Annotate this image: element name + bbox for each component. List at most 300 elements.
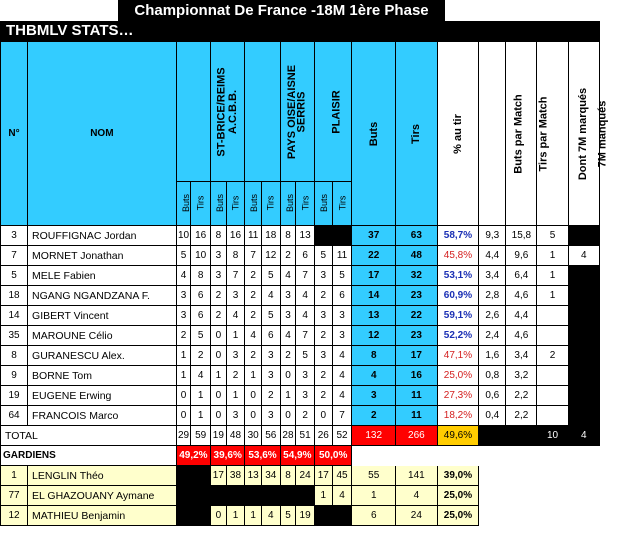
game-tirs: 3 xyxy=(296,386,315,406)
player-7m-marques: 1 xyxy=(537,246,568,266)
keeper-empty xyxy=(479,466,506,486)
keeper-game-arrets xyxy=(245,486,262,506)
player-tirs-per-match: 2,2 xyxy=(506,406,537,426)
game-buts: 2 xyxy=(211,306,227,326)
player-number: 35 xyxy=(1,326,28,346)
keeper-game-arrets xyxy=(211,486,227,506)
game-buts: 0 xyxy=(280,406,296,426)
table-row xyxy=(1,326,600,346)
game-tirs: 3 xyxy=(332,306,352,326)
keeper-game-tirs: 34 xyxy=(261,466,280,486)
total-7m-marques: 10 xyxy=(537,426,568,446)
game-tirs: 1 xyxy=(226,326,245,346)
game-tirs: 16 xyxy=(226,226,245,246)
keeper-arrets: 6 xyxy=(352,506,396,526)
player-tirs: 23 xyxy=(396,326,438,346)
game-buts: 2 xyxy=(176,326,191,346)
player-name: MELE Fabien xyxy=(28,266,177,286)
keeper-game-tirs xyxy=(296,486,315,506)
game-tirs: 4 xyxy=(332,386,352,406)
total-label: TOTAL xyxy=(1,426,177,446)
player-buts-per-match: 3,4 xyxy=(479,266,506,286)
player-pct: 45,8% xyxy=(437,246,479,266)
player-buts-per-match: 2,8 xyxy=(479,286,506,306)
game-buts: 1 xyxy=(211,366,227,386)
player-7m-marques: 1 xyxy=(537,286,568,306)
game-buts: 3 xyxy=(314,266,332,286)
keeper-game-tirs xyxy=(332,506,352,526)
game-buts: 2 xyxy=(211,286,227,306)
subheader-tirs: Tirs xyxy=(226,182,245,226)
game-tirs: 5 xyxy=(296,346,315,366)
player-name: EUGENE Erwing xyxy=(28,386,177,406)
total-game-tirs: 51 xyxy=(296,426,315,446)
game-tirs: 1 xyxy=(226,386,245,406)
player-name: GIBERT Vincent xyxy=(28,306,177,326)
game-buts: 2 xyxy=(314,366,332,386)
game-tirs: 4 xyxy=(296,306,315,326)
keeper-tirs: 141 xyxy=(396,466,438,486)
keeper-tirs: 24 xyxy=(396,506,438,526)
game-buts: 0 xyxy=(211,346,227,366)
gardiens-empty xyxy=(437,446,479,466)
player-name: BORNE Tom xyxy=(28,366,177,386)
subheader-tirs: Tirs xyxy=(296,182,315,226)
game-tirs: 3 xyxy=(332,326,352,346)
game-buts: 2 xyxy=(245,266,262,286)
game-buts: 4 xyxy=(245,326,262,346)
game-tirs: 4 xyxy=(226,306,245,326)
keeper-number: 1 xyxy=(1,466,28,486)
game-tirs: 18 xyxy=(261,226,280,246)
keeper-name: EL GHAZOUANY Aymane xyxy=(28,486,177,506)
total-game-buts: 29 xyxy=(176,426,191,446)
game-buts: 1 xyxy=(176,366,191,386)
game-buts: 8 xyxy=(280,226,296,246)
game-tirs: 4 xyxy=(296,286,315,306)
keeper-empty xyxy=(537,466,568,486)
player-7m-manques xyxy=(568,286,599,306)
game-tirs: 11 xyxy=(332,246,352,266)
keeper-arrets: 1 xyxy=(352,486,396,506)
keeper-empty xyxy=(568,486,599,506)
player-tirs-per-match: 2,2 xyxy=(506,386,537,406)
game-tirs: 13 xyxy=(296,226,315,246)
total-buts: 132 xyxy=(352,426,396,446)
gardiens-game-pct: 54,9% xyxy=(280,446,314,466)
player-tirs-per-match: 15,8 xyxy=(506,226,537,246)
page-title: Championnat De France -18M 1ère Phase xyxy=(118,0,445,21)
subheader-buts: Buts xyxy=(245,182,262,226)
player-buts: 4 xyxy=(352,366,396,386)
total-7m-manques: 4 xyxy=(568,426,599,446)
title-spacer xyxy=(0,0,118,21)
player-7m-marques: 5 xyxy=(537,226,568,246)
keeper-pct: 25,0% xyxy=(437,506,479,526)
game-buts: 2 xyxy=(280,346,296,366)
game-buts: 4 xyxy=(280,326,296,346)
player-pct: 60,9% xyxy=(437,286,479,306)
player-name: NGANG NGANDZANA F. xyxy=(28,286,177,306)
player-number: 8 xyxy=(1,346,28,366)
keeper-pct: 39,0% xyxy=(437,466,479,486)
game-tirs: 2 xyxy=(226,366,245,386)
keeper-game-arrets: 1 xyxy=(314,486,332,506)
game-tirs: 6 xyxy=(261,326,280,346)
player-tirs: 17 xyxy=(396,346,438,366)
player-buts: 17 xyxy=(352,266,396,286)
player-pct: 53,1% xyxy=(437,266,479,286)
player-7m-manques: 4 xyxy=(568,246,599,266)
game-tirs: 16 xyxy=(191,226,211,246)
game-buts: 10 xyxy=(176,226,191,246)
keeper-game-arrets: 17 xyxy=(211,466,227,486)
gardiens-game-pct: 50,0% xyxy=(314,446,351,466)
game-buts: 1 xyxy=(176,346,191,366)
subheader-tirs: Tirs xyxy=(191,182,211,226)
keeper-game-tirs: 4 xyxy=(261,506,280,526)
game-buts: 0 xyxy=(245,406,262,426)
header-team-5: PLAISIR xyxy=(314,42,351,182)
gardiens-empty xyxy=(506,446,537,466)
player-7m-marques xyxy=(537,306,568,326)
header-tirs: Tirs xyxy=(396,42,438,226)
keeper-game-arrets xyxy=(176,506,191,526)
table-row xyxy=(1,386,600,406)
table-row xyxy=(1,226,600,246)
header-name: NOM xyxy=(28,42,177,226)
player-tirs-per-match: 4,4 xyxy=(506,306,537,326)
player-buts-per-match: 2,6 xyxy=(479,306,506,326)
player-buts: 8 xyxy=(352,346,396,366)
title-bar xyxy=(0,0,600,21)
keeper-game-arrets: 0 xyxy=(211,506,227,526)
total-empty xyxy=(479,426,506,446)
header-buts: Buts xyxy=(352,42,396,226)
game-tirs: 6 xyxy=(191,286,211,306)
keeper-empty xyxy=(537,506,568,526)
gardiens-game-pct: 49,2% xyxy=(176,446,210,466)
game-buts: 2 xyxy=(280,246,296,266)
player-buts: 14 xyxy=(352,286,396,306)
game-buts: 5 xyxy=(176,246,191,266)
keeper-number: 77 xyxy=(1,486,28,506)
keeper-row xyxy=(1,506,600,526)
total-game-tirs: 59 xyxy=(191,426,211,446)
gardiens-row xyxy=(1,446,600,466)
header-team-2: A.C.B.B. xyxy=(211,42,245,182)
keeper-empty xyxy=(506,486,537,506)
game-buts: 1 xyxy=(280,386,296,406)
player-buts-per-match: 4,4 xyxy=(479,246,506,266)
subheader-buts: Buts xyxy=(211,182,227,226)
player-number: 64 xyxy=(1,406,28,426)
keeper-empty xyxy=(568,466,599,486)
game-buts: 3 xyxy=(176,286,191,306)
player-buts: 2 xyxy=(352,406,396,426)
subheader-buts: Buts xyxy=(280,182,296,226)
game-buts: 0 xyxy=(211,326,227,346)
game-buts: 3 xyxy=(280,306,296,326)
game-buts: 2 xyxy=(314,326,332,346)
stats-table xyxy=(0,41,608,526)
player-pct: 18,2% xyxy=(437,406,479,426)
keeper-game-arrets: 5 xyxy=(280,506,296,526)
keeper-game-tirs: 19 xyxy=(296,506,315,526)
keeper-game-tirs xyxy=(226,486,245,506)
player-tirs: 23 xyxy=(396,286,438,306)
keeper-game-tirs: 24 xyxy=(296,466,315,486)
table-row xyxy=(1,306,600,326)
player-number: 5 xyxy=(1,266,28,286)
keeper-game-tirs xyxy=(261,486,280,506)
player-buts: 12 xyxy=(352,326,396,346)
game-buts: 3 xyxy=(314,346,332,366)
player-name: GURANESCU Alex. xyxy=(28,346,177,366)
game-buts: 2 xyxy=(245,306,262,326)
game-tirs: 8 xyxy=(191,266,211,286)
player-pct: 47,1% xyxy=(437,346,479,366)
subheader-tirs: Tirs xyxy=(332,182,352,226)
game-buts: 11 xyxy=(245,226,262,246)
game-buts: 0 xyxy=(176,406,191,426)
total-game-tirs: 48 xyxy=(226,426,245,446)
keeper-arrets: 55 xyxy=(352,466,396,486)
game-buts: 2 xyxy=(314,386,332,406)
player-buts-per-match: 0,6 xyxy=(479,386,506,406)
player-number: 19 xyxy=(1,386,28,406)
game-tirs: 5 xyxy=(261,266,280,286)
player-tirs: 11 xyxy=(396,386,438,406)
player-tirs-per-match: 6,4 xyxy=(506,266,537,286)
game-buts: 2 xyxy=(314,286,332,306)
player-7m-manques xyxy=(568,406,599,426)
player-tirs: 32 xyxy=(396,266,438,286)
player-7m-manques xyxy=(568,346,599,366)
keeper-name: MATHIEU Benjamin xyxy=(28,506,177,526)
table-row xyxy=(1,346,600,366)
player-buts-per-match: 1,6 xyxy=(479,346,506,366)
game-tirs: 12 xyxy=(261,246,280,266)
keeper-row xyxy=(1,486,600,506)
game-tirs: 3 xyxy=(296,366,315,386)
game-tirs: 1 xyxy=(191,386,211,406)
game-buts: 0 xyxy=(211,386,227,406)
keeper-game-arrets: 8 xyxy=(280,466,296,486)
game-tirs: 2 xyxy=(261,386,280,406)
player-number: 14 xyxy=(1,306,28,326)
player-tirs: 16 xyxy=(396,366,438,386)
subheader-buts: Buts xyxy=(176,182,191,226)
player-buts-per-match: 2,4 xyxy=(479,326,506,346)
game-tirs: 4 xyxy=(332,366,352,386)
gardiens-empty xyxy=(568,446,599,466)
table-row xyxy=(1,266,600,286)
gardiens-empty xyxy=(479,446,506,466)
keeper-game-arrets: 13 xyxy=(245,466,262,486)
player-buts-per-match: 9,3 xyxy=(479,226,506,246)
total-game-buts: 19 xyxy=(211,426,227,446)
keeper-game-arrets xyxy=(176,486,191,506)
game-tirs: 7 xyxy=(296,266,315,286)
player-tirs-per-match: 4,6 xyxy=(506,326,537,346)
total-game-buts: 26 xyxy=(314,426,332,446)
keeper-game-arrets xyxy=(280,486,296,506)
player-tirs-per-match: 3,2 xyxy=(506,366,537,386)
game-tirs: 3 xyxy=(261,366,280,386)
player-name: ROUFFIGNAC Jordan xyxy=(28,226,177,246)
game-tirs: 4 xyxy=(261,286,280,306)
gardiens-game-pct: 53,6% xyxy=(245,446,280,466)
game-tirs: 1 xyxy=(191,406,211,426)
gardiens-empty xyxy=(537,446,568,466)
game-tirs: 3 xyxy=(226,286,245,306)
game-buts: 5 xyxy=(314,246,332,266)
game-tirs: 8 xyxy=(226,246,245,266)
player-pct: 52,2% xyxy=(437,326,479,346)
game-tirs: 7 xyxy=(296,326,315,346)
table-row xyxy=(1,366,600,386)
keeper-empty xyxy=(537,486,568,506)
player-buts: 13 xyxy=(352,306,396,326)
game-tirs: 3 xyxy=(261,346,280,366)
keeper-game-tirs xyxy=(191,506,211,526)
player-7m-manques xyxy=(568,386,599,406)
gardiens-game-pct: 39,6% xyxy=(211,446,245,466)
keeper-game-tirs: 1 xyxy=(226,506,245,526)
player-buts: 22 xyxy=(352,246,396,266)
player-7m-marques xyxy=(537,366,568,386)
gardiens-empty xyxy=(352,446,396,466)
keeper-empty xyxy=(479,506,506,526)
keeper-empty xyxy=(479,486,506,506)
player-7m-marques xyxy=(537,386,568,406)
game-buts: 0 xyxy=(245,386,262,406)
keeper-game-arrets xyxy=(314,506,332,526)
game-tirs: 6 xyxy=(332,286,352,306)
subheader-buts: Buts xyxy=(314,182,332,226)
keeper-number: 12 xyxy=(1,506,28,526)
total-pct: 49,6% xyxy=(437,426,479,446)
game-tirs: 5 xyxy=(261,306,280,326)
total-empty xyxy=(506,426,537,446)
game-buts: 3 xyxy=(280,286,296,306)
player-tirs: 48 xyxy=(396,246,438,266)
header-7m-marques: Dont 7M marqués xyxy=(537,42,568,226)
player-tirs-per-match: 4,6 xyxy=(506,286,537,306)
player-number: 3 xyxy=(1,226,28,246)
player-7m-manques xyxy=(568,326,599,346)
player-tirs: 22 xyxy=(396,306,438,326)
player-buts-per-match: 0,8 xyxy=(479,366,506,386)
player-7m-marques: 1 xyxy=(537,266,568,286)
player-7m-manques xyxy=(568,306,599,326)
keeper-game-tirs: 4 xyxy=(332,486,352,506)
player-7m-manques xyxy=(568,266,599,286)
keeper-empty xyxy=(506,466,537,486)
game-buts: 2 xyxy=(245,286,262,306)
player-number: 7 xyxy=(1,246,28,266)
keeper-empty xyxy=(506,506,537,526)
game-buts: 3 xyxy=(211,246,227,266)
player-name: MORNET Jonathan xyxy=(28,246,177,266)
player-number: 9 xyxy=(1,366,28,386)
player-pct: 59,1% xyxy=(437,306,479,326)
keeper-empty xyxy=(568,506,599,526)
player-7m-marques xyxy=(537,326,568,346)
header-number: N° xyxy=(1,42,28,226)
game-tirs: 3 xyxy=(261,406,280,426)
game-tirs: 4 xyxy=(332,346,352,366)
keeper-game-tirs: 38 xyxy=(226,466,245,486)
page-subtitle: THBMLV STATS… xyxy=(0,21,600,41)
keeper-game-tirs: 45 xyxy=(332,466,352,486)
header-team-3: PAYS OISE/AISNE xyxy=(245,42,280,182)
game-buts: 4 xyxy=(280,266,296,286)
keeper-game-tirs xyxy=(191,486,211,506)
header-tirs-match: Tirs par Match xyxy=(506,42,537,226)
game-buts: 0 xyxy=(211,406,227,426)
player-7m-marques xyxy=(537,406,568,426)
game-tirs: 7 xyxy=(226,266,245,286)
game-tirs: 10 xyxy=(191,246,211,266)
player-pct: 25,0% xyxy=(437,366,479,386)
total-game-tirs: 52 xyxy=(332,426,352,446)
game-buts: 8 xyxy=(211,226,227,246)
keeper-row xyxy=(1,466,600,486)
total-row xyxy=(1,426,600,446)
total-game-buts: 30 xyxy=(245,426,262,446)
game-buts: 3 xyxy=(211,266,227,286)
player-buts: 3 xyxy=(352,386,396,406)
player-tirs-per-match: 3,4 xyxy=(506,346,537,366)
game-buts: 4 xyxy=(176,266,191,286)
player-name: MAROUNE Célio xyxy=(28,326,177,346)
header-buts-match: Buts par Match xyxy=(479,42,506,226)
game-tirs: 7 xyxy=(332,406,352,426)
game-tirs: 5 xyxy=(332,266,352,286)
total-game-tirs: 56 xyxy=(261,426,280,446)
player-tirs: 11 xyxy=(396,406,438,426)
game-tirs: 2 xyxy=(191,346,211,366)
keeper-game-arrets: 17 xyxy=(314,466,332,486)
player-7m-marques: 2 xyxy=(537,346,568,366)
player-tirs-per-match: 9,6 xyxy=(506,246,537,266)
game-tirs: 6 xyxy=(296,246,315,266)
table-row xyxy=(1,246,600,266)
player-buts-per-match: 0,4 xyxy=(479,406,506,426)
game-buts: 0 xyxy=(314,406,332,426)
game-tirs: 3 xyxy=(226,406,245,426)
game-buts: 3 xyxy=(314,306,332,326)
header-7m-manques: 7M manqués xyxy=(568,42,599,226)
game-buts: 1 xyxy=(245,366,262,386)
player-name: FRANCOIS Marco xyxy=(28,406,177,426)
game-buts: 0 xyxy=(176,386,191,406)
gardiens-label: GARDIENS xyxy=(1,446,177,466)
game-buts: 7 xyxy=(245,246,262,266)
keeper-game-arrets xyxy=(176,466,191,486)
total-tirs: 266 xyxy=(396,426,438,446)
keeper-game-tirs xyxy=(191,466,211,486)
player-7m-manques xyxy=(568,366,599,386)
game-tirs: 5 xyxy=(191,326,211,346)
game-tirs: 6 xyxy=(191,306,211,326)
keeper-pct: 25,0% xyxy=(437,486,479,506)
keeper-game-arrets: 1 xyxy=(245,506,262,526)
header-team-1: ST-BRICE/REIMS xyxy=(176,42,210,182)
player-pct: 27,3% xyxy=(437,386,479,406)
